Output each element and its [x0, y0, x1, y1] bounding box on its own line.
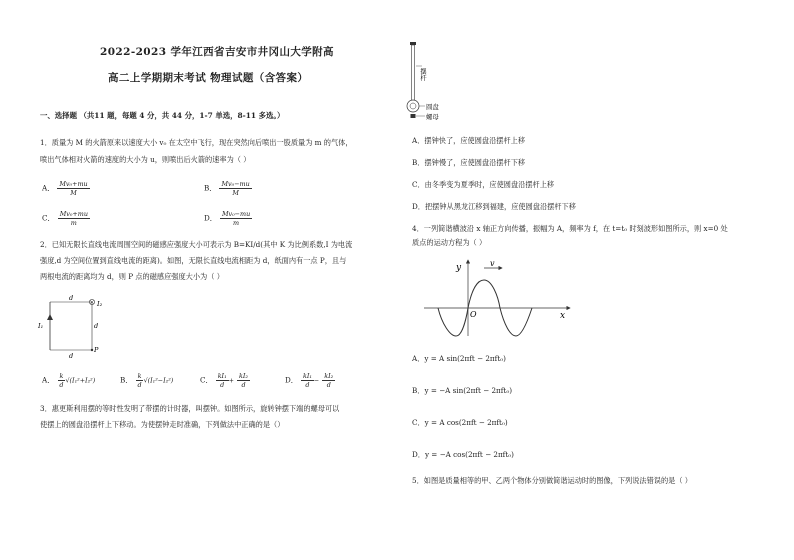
- q2-label-i2: I₂: [97, 300, 103, 308]
- q3-pivot: [410, 42, 416, 45]
- q3-label-rod: 摆杆: [419, 68, 427, 81]
- q2-option-c-n2: kI₂: [239, 372, 248, 380]
- q1-option-c-label: C．: [42, 213, 55, 223]
- q2-option-c-label: C．: [200, 375, 213, 385]
- q2-current-arrow: [47, 314, 53, 320]
- q2-line3: 两根电流的距离均为 d，则 P 点的磁感应强度大小为（ ）: [40, 272, 224, 281]
- q2-option-d-d1: d: [305, 381, 310, 389]
- q2-option-d-op: −: [313, 376, 320, 385]
- q3-option-b: B．摆钟慢了，应使圆盘沿摆杆下移: [412, 158, 526, 167]
- q1-option-d: [204, 210, 252, 227]
- q1-option-b-num: Mv₀−mu: [221, 180, 250, 188]
- q2-option-b-root: √(I₁²−I₂²): [143, 376, 174, 385]
- doc-title-line2: 高二上学期期末考试 物理试题（含答案）: [108, 72, 309, 84]
- q2-option-d: [285, 372, 335, 389]
- q4-line1: 4．一列简谐横波沿 x 轴正方向传播，振幅为 A，频率为 f，在 t=t₀ 时刻波形如图所示，则 x=0 处: [412, 224, 728, 233]
- q4-option-d: D．y = −A cos(2πft − 2πft₀): [412, 450, 514, 459]
- q2-option-c: [200, 372, 250, 389]
- q2-option-d-d2: d: [326, 381, 331, 389]
- q4-label-origin: O: [470, 310, 477, 319]
- q2-option-a-root: √(I₁²+I₂²): [65, 376, 96, 385]
- q2-option-b-num: k: [137, 372, 142, 380]
- q1-option-c-num: Mv₀+mu: [59, 210, 88, 218]
- q1-option-d-label: D．: [204, 213, 217, 223]
- q3-line1: 3．惠更斯利用摆的等时性发明了带摆的计时器，叫摆钟。如图所示，旋转钟摆下端的螺母可以: [40, 404, 340, 413]
- q2-option-b: [120, 372, 173, 389]
- q2-option-c-d2: d: [241, 381, 246, 389]
- q2-option-c-op: +: [228, 376, 235, 385]
- q1-option-a: [42, 180, 90, 197]
- q4-option-b: B．y = −A sin(2πft − 2πft₀): [412, 386, 513, 395]
- q2-option-c-n1: kI₁: [217, 372, 227, 380]
- q1-option-d-den: m: [233, 219, 240, 227]
- q3-nut: [411, 114, 416, 118]
- q4-label-y: y: [456, 263, 462, 273]
- q1-option-b: [204, 180, 252, 197]
- q2-option-b-den: d: [137, 381, 142, 389]
- q2-option-a-den: d: [59, 381, 64, 389]
- doc-title-line1: 2022-2023 学年江西省吉安市井冈山大学附高: [100, 46, 334, 58]
- q3-option-a: A．摆钟快了，应使圆盘沿摆杆上移: [412, 136, 526, 145]
- q1-option-a-num: Mv₀+mu: [59, 180, 88, 188]
- q2-option-a-label: A．: [42, 375, 55, 385]
- q4-label-v: v: [490, 259, 495, 268]
- q4-option-a: A．y = A sin(2πft − 2πft₀): [412, 354, 506, 363]
- q2-label-i1: I₁: [38, 322, 44, 330]
- q2-option-a: [42, 372, 95, 389]
- q2-label-d-bottom: d: [69, 352, 74, 358]
- q1-option-d-num: Mv₀−mu: [221, 210, 251, 218]
- q3-line2: 使摆上的圆盘沿摆杆上下移动。为使摆钟走时准确，下列做法中正确的是（）: [40, 420, 285, 429]
- q4-wave-figure: [420, 254, 580, 340]
- section-heading: 一、选择题 （共11 题，每题 4 分，共 44 分，1-7 单选，8-11 多选。）: [40, 111, 285, 120]
- q3-label-nut: 螺母: [426, 113, 439, 121]
- q2-option-d-n2: kI₂: [324, 372, 334, 380]
- q2-label-p: P: [94, 346, 99, 354]
- q1-line2: 喷出气体相对火箭的速度的大小为 u，则喷出后火箭的速率为（ ）: [40, 155, 251, 164]
- q4-option-c: C．y = A cos(2πft − 2πft₀): [412, 418, 508, 427]
- q2-line2: 强度,d 为空间位置到直线电流的距离)。如图，无限长直线电流相距为 d，纸面内有一点 P，且与: [40, 256, 347, 265]
- q1-option-c-den: m: [70, 219, 77, 227]
- q2-option-d-label: D．: [285, 375, 298, 385]
- q3-option-c: C．由冬季变为夏季时，应使圆盘沿摆杆上移: [412, 180, 555, 189]
- q2-option-b-label: B．: [120, 375, 133, 385]
- q2-option-c-d1: d: [220, 381, 225, 389]
- q2-option-a-num: k: [59, 372, 64, 380]
- q1-option-c: [42, 210, 90, 227]
- q1-line1: 1．质量为 M 的火箭原来以速度大小 v₀ 在太空中飞行，现在突然向后喷出一股质量为 m 的气体，: [40, 138, 353, 147]
- q2-option-d-n1: kI₁: [302, 372, 312, 380]
- q3-rod: [412, 45, 415, 103]
- q2-point-p: [91, 349, 93, 351]
- q2-label-d-right: d: [94, 322, 99, 330]
- q2-line1: 2．已知无限长直线电流周围空间的磁感应强度大小可表示为 B=KI/d(其中 K 为比例系数,I 为电流: [40, 240, 353, 249]
- q2-wire-figure: [36, 294, 116, 358]
- q3-disc: [407, 100, 419, 112]
- q1-option-b-label: B．: [204, 183, 217, 193]
- q5-line1: 5．如图是质量相等的甲、乙两个物体分别做简谐运动时的图像，下列说法错误的是（ ）: [412, 476, 692, 485]
- q1-option-b-den: M: [232, 189, 239, 197]
- q1-option-a-den: M: [70, 189, 77, 197]
- q2-label-d-top: d: [69, 294, 74, 302]
- q3-pendulum-figure: [398, 40, 458, 124]
- q1-option-a-label: A．: [42, 183, 55, 193]
- q3-label-disc: 圆盘: [426, 103, 439, 111]
- q4-label-x: x: [560, 311, 566, 321]
- q4-line2: 质点的运动方程为（ ）: [412, 238, 487, 247]
- q3-option-d: D．把摆钟从黑龙江移到福建，应使圆盘沿摆杆下移: [412, 202, 576, 211]
